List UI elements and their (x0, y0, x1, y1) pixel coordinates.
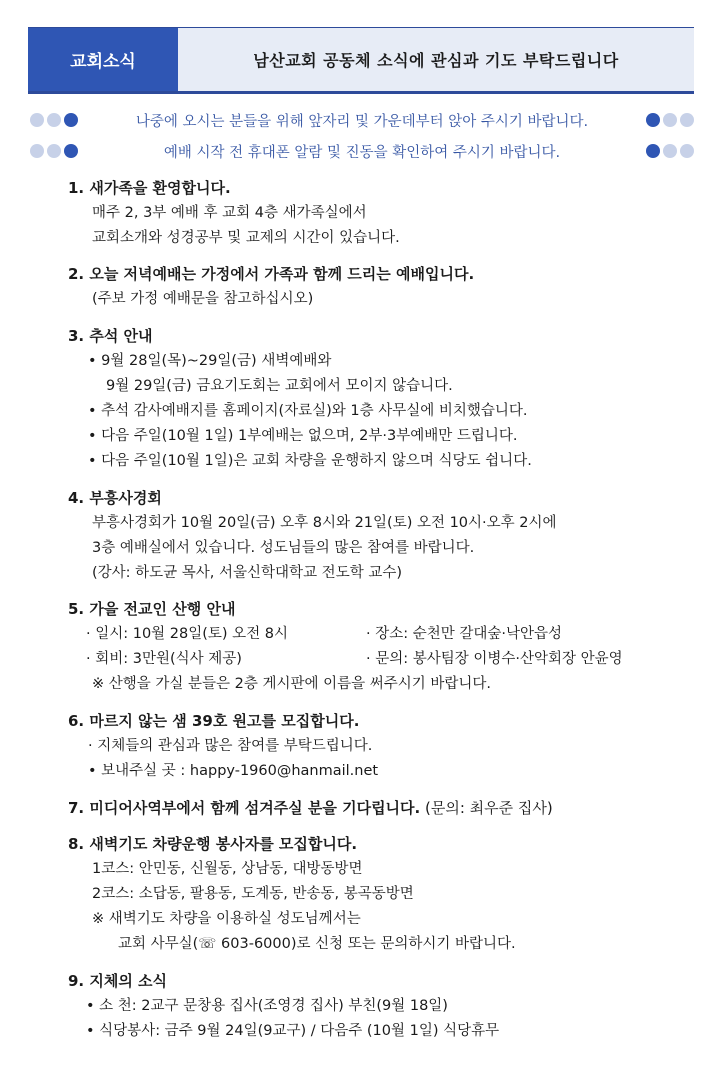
hiking-note: ※ 산행을 가실 분들은 2층 게시판에 이름을 써주시기 바랍니다. (92, 676, 492, 692)
section-line: 교회 사무실(☏ 603-6000)로 신청 또는 문의하시기 바랍니다. (118, 936, 516, 952)
notice-1 (30, 109, 694, 131)
dots-right-icon (646, 113, 694, 127)
section-manuscript (68, 709, 378, 784)
section-line: 교회소개와 성경공부 및 교제의 시간이 있습니다. (92, 230, 400, 246)
section-line: 매주 2, 3부 예배 후 교회 4층 새가족실에서 (92, 205, 367, 221)
section-revival (68, 486, 557, 586)
dots-left-icon (30, 113, 78, 127)
section-title: 6. 마르지 않는 샘 39호 원고를 모집합니다. (68, 712, 360, 730)
section-line: • 다음 주일(10월 1일)은 교회 차량을 운행하지 않으며 식당도 쉽니다. (88, 453, 532, 469)
notice-text: 나중에 오시는 분들을 위해 앞자리 및 가운데부터 앉아 주시기 바랍니다. (135, 113, 589, 130)
section-line: (강사: 하도균 목사, 서울신학대학교 전도학 교수) (92, 565, 402, 581)
section-line: 부흥사경회가 10월 20일(금) 오후 8시와 21일(토) 오전 10시·오후 2시에 (92, 515, 557, 531)
hiking-contact: · 문의: 봉사팀장 이병수·산악회장 안윤영 (366, 651, 623, 667)
notice-text: 예배 시작 전 휴대폰 알람 및 진동을 확인하여 주시기 바랍니다. (163, 144, 561, 161)
section-line: • 소 천: 2교구 문창용 집사(조영경 집사) 부친(9월 18일) (86, 998, 448, 1014)
section-line: • 보내주실 곳 : happy-1960@hanmail.net (88, 763, 379, 779)
dots-left-icon (30, 144, 78, 158)
dots-right-icon (646, 144, 694, 158)
section-dawn-prayer (68, 832, 516, 957)
section-note: (문의: 최우준 집사) (420, 799, 553, 817)
section-line: • 추석 감사예배지를 홈페이지(자료실)와 1층 사무실에 비치했습니다. (88, 403, 528, 419)
section-title: 7. 미디어사역부에서 함께 섬겨주실 분을 기다립니다. (68, 799, 421, 817)
section-line: • 다음 주일(10월 1일) 1부예배는 없으며, 2부·3부예배만 드립니다. (88, 428, 518, 444)
section-title: 4. 부흥사경회 (68, 489, 162, 507)
section-title: 1. 새가족을 환영합니다. (68, 179, 231, 197)
section-title: 3. 추석 안내 (68, 327, 153, 345)
section-line: • 식당봉사: 금주 9월 24일(9교구) / 다음주 (10월 1일) 식당휴무 (86, 1023, 500, 1039)
section-line: 3층 예배실에서 있습니다. 성도님들의 많은 참여를 바랍니다. (92, 540, 475, 556)
section-line: 1코스: 안민동, 신월동, 상남동, 대방동방면 (92, 861, 363, 877)
section-new-family (68, 176, 400, 251)
section-title: 5. 가을 전교인 산행 안내 (68, 600, 236, 618)
section-hiking (68, 597, 623, 697)
section-line: ※ 새벽기도 차량을 이용하실 성도님께서는 (92, 911, 361, 927)
section-line: 9월 29일(금) 금요기도회는 교회에서 모이지 않습니다. (106, 378, 453, 394)
section-member-news (68, 969, 499, 1044)
section-line: (주보 가정 예배문을 참고하십시오) (92, 291, 314, 307)
section-line: · 지체들의 관심과 많은 참여를 부탁드립니다. (88, 738, 373, 754)
hiking-fee: · 회비: 3만원(식사 제공) (86, 651, 242, 667)
section-evening-worship (68, 262, 474, 312)
hiking-date: · 일시: 10월 28일(토) 오전 8시 (86, 626, 289, 642)
page-title: 남산교회 공동체 소식에 관심과 기도 부탁드립니다 (178, 28, 694, 91)
section-title: 8. 새벽기도 차량운행 봉사자를 모집합니다. (68, 835, 358, 853)
section-title: 2. 오늘 저녁예배는 가정에서 가족과 함께 드리는 예배입니다. (68, 265, 475, 283)
section-tab: 교회소식 (28, 28, 178, 91)
notice-2 (30, 140, 694, 162)
section-line: 2코스: 소답동, 팔용동, 도계동, 반송동, 봉곡동방면 (92, 886, 414, 902)
section-media (68, 796, 553, 821)
header-banner (28, 27, 694, 94)
section-title: 9. 지체의 소식 (68, 972, 168, 990)
section-chuseok (68, 324, 532, 474)
section-line: • 9월 28일(목)~29일(금) 새벽예배와 (88, 353, 332, 369)
hiking-place: · 장소: 순천만 갈대숲·낙안읍성 (366, 626, 563, 642)
